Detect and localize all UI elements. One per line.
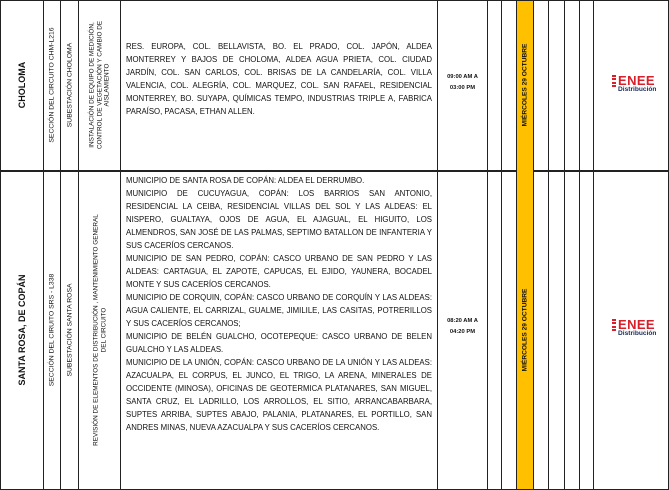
work-description: INSTALACIÓN DE EQUIPO DE MEDICIÓN, CONTROL DE VEGETACIÓN Y CAMBIO DE AISLAMIENTO: [88, 20, 111, 150]
substation-label: SUBESTACIÓN CHOLOMA: [66, 42, 73, 128]
work-cell: [79, 170, 121, 490]
area-paragraph: MUNICIPIO DE CORQUIN, COPÁN: CASCO URBANO DE CORQUÍN Y LAS ALDEAS: AGUA CALIENTE, EL CARRIZAL, GUALME, JIMILILE, LAS CASITAS, POTRERILLOS Y SUS CACERÍOS CERCANOS;: [126, 293, 432, 328]
areas-cell: [121, 0, 438, 170]
substation-cell: [61, 0, 79, 170]
affected-areas: RES. EUROPA, COL. BELLAVISTA, BO. EL PRADO, COL. JAPÓN, ALDEA MONTERREY Y BAJOS DE CHOLOMA, ALDEA AGUA PRIETA, COL. CIUDAD JARDÍN, COL. SAN CARLOS, COL. BRISAS DE LA CANDELARÍA, COL. VILLA VALENCIA, COL. ALEGRÍA, COL. MARQUEZ, COL. SAN RAFAEL, RESIDENCIAL MONTERREY, BO. SUYAPA, QUÍMICAS TEMPO, INDUSTRIAS TRIPLE A, FABRICA PARAÍSO, PACASA, ETHAN ALLEN.: [126, 42, 432, 116]
logo-sub: Distribución: [618, 86, 657, 93]
work-cell: [79, 0, 121, 170]
city-name: SANTA ROSA, DE COPÁN: [16, 274, 27, 386]
empty-cell: [580, 0, 594, 170]
date-label: MIÉRCOLES 29 OCTUBRE: [521, 43, 529, 127]
area-paragraph: MUNICIPIO DE BELÉN GUALCHO, OCOTEPEQUE: CASCO URBANO DE BELEN GUALCHO Y LAS ALDEAS.: [126, 332, 432, 354]
table-row-choloma: [0, 0, 669, 172]
work-description: REVISIÓN DE ELEMENTOS DE DISTRIBUCIÓN , MANTENIMIENTO GENERAL DEL CIRCUITO: [91, 214, 107, 446]
empty-cell: [549, 0, 565, 170]
empty-cell: [534, 170, 549, 490]
time-end: 04:20 PM: [449, 329, 476, 335]
time-cell: [438, 170, 488, 490]
circuit-label: SECCIÓN DEL CIRCUITO CHM-L216: [48, 27, 56, 143]
date-cell: [517, 0, 534, 170]
substation-cell: [61, 170, 79, 490]
circuit-cell: [44, 170, 61, 490]
empty-cell: [580, 170, 594, 490]
time-end: 03:00 PM: [449, 85, 476, 91]
circuit-cell: [44, 0, 61, 170]
empty-cell: [502, 170, 517, 490]
logo-word: ENEE: [618, 73, 656, 88]
city-name: CHOLOMA: [16, 61, 27, 109]
logo-sub: Distribución: [618, 330, 657, 337]
empty-cell: [488, 0, 502, 170]
area-paragraph: MUNICIPIO DE LA UNIÓN, COPÁN: CASCO URBANO DE LA UNIÓN Y LAS ALDEAS: AZACUALPA, EL CORPUS, EL JUNCO, EL TRIGO, LA ARENA, MINERALES DE OCCIDENTE (MINOSA), OFICINAS DE GEOTERMICA PLATANARES, SAN MIGUEL, SANTA CRUZ, EL LADRILLO, LOS ARROLLOS, EL SITIO, ARRANCABARBARA, SUPTES ARRIBA, SUPTES ABAJO, PALANIA, PLATANARES, EL PORTILLO, SAN ANDRES MINAS, NUEVA AZACUALPA Y SUS CACERÍOS CERCANOS.: [126, 358, 432, 432]
empty-cell: [549, 170, 565, 490]
empty-cell: [534, 0, 549, 170]
circuit-label: SECCIÓN DEL CIRUITO SRS - L338: [48, 273, 56, 387]
city-cell: [0, 0, 44, 170]
logo-cell: [594, 170, 669, 490]
date-label: MIÉRCOLES 29 OCTUBRE: [521, 288, 529, 372]
table-row-santa-rosa: [0, 170, 669, 490]
date-cell: [517, 170, 534, 490]
empty-cell: [565, 170, 580, 490]
logo-bars-icon: [612, 75, 616, 88]
area-paragraph: MUNICIPIO DE CUCUYAGUA, COPÁN: LOS BARRIOS SAN ANTONIO, RESIDENCIAL LA CEIBA, RESIDENCIAL VILLAS DEL SOL Y LAS ALDEAS: EL NISPERO, GUALTAYA, OJOS DE AGUA, EL AJAGUAL, EL HIGUITO, LOS ALMENDROS, SAN JOSÉ DE LAS PALMAS, SEPTIMO BATALLON DE INFANTERIA Y SUS CACERÍOS CERCANOS.: [126, 189, 432, 250]
city-cell: [0, 170, 44, 490]
enee-logo: [612, 318, 668, 338]
area-paragraph: MUNICIPIO DE SAN PEDRO, COPÁN: CASCO URBANO DE SAN PEDRO Y LAS ALDEAS: CARTAGUA, EL ZAPOTE, CAPUCAS, EL EJIDO, YAUNERA, BOCADEL MONTE Y SUS CACERÍOS CERCANOS.: [126, 254, 432, 289]
enee-logo: [612, 74, 668, 94]
empty-cell: [502, 0, 517, 170]
empty-cell: [488, 170, 502, 490]
time-cell: [438, 0, 488, 170]
time-start: 08:20 AM A: [447, 318, 478, 324]
area-paragraph: MUNICIPIO DE SANTA ROSA DE COPÁN: ALDEA EL DERRUMBO.: [126, 176, 365, 185]
empty-cell: [565, 0, 580, 170]
areas-cell: [121, 170, 438, 490]
substation-label: SUBESTACIÓN SANTA ROSA: [66, 283, 73, 377]
logo-cell: [594, 0, 669, 170]
logo-bars-icon: [612, 319, 616, 332]
time-start: 09:00 AM A: [447, 74, 478, 80]
logo-word: ENEE: [618, 317, 656, 332]
